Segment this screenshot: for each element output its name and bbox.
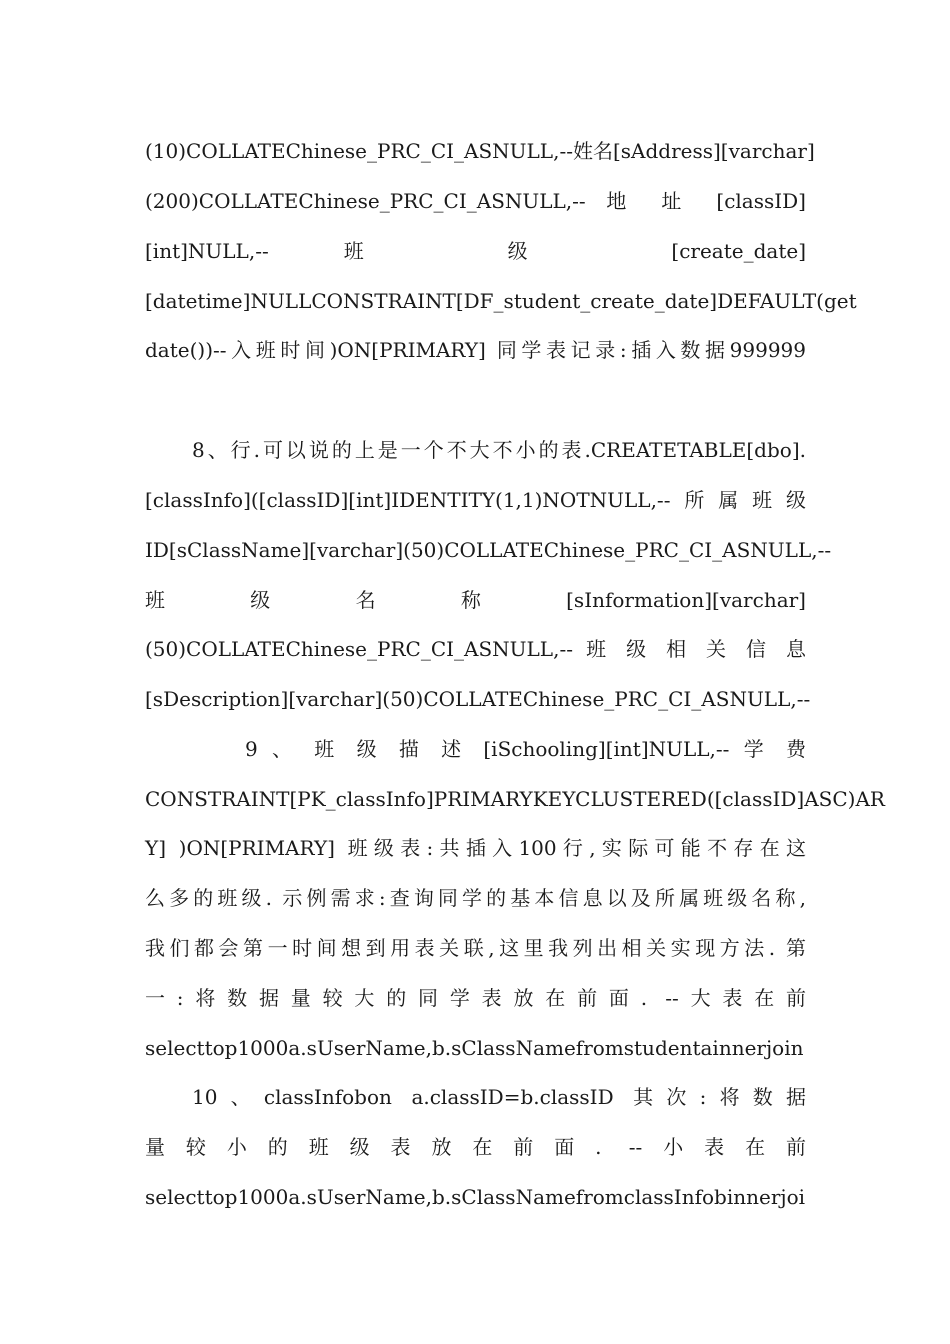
text-line-6: 8、行.可以说的上是一个不大不小的表.CREATETABLE[dbo]. (192, 438, 806, 462)
text-line-3: [int]NULL,-- 班 级 [create_date] (145, 239, 806, 263)
text-line-13: CONSTRAINT[PK_classInfo]PRIMARYKEYCLUSTERED([classID]ASC)AR (145, 787, 885, 811)
text-line-1: (10)COLLATEChinese_PRC_CI_ASNULL,--姓名[sAddress][varchar] (145, 139, 815, 163)
text-line-8: ID[sClassName][varchar](50)COLLATEChinese_PRC_CI_ASNULL,-- (145, 538, 832, 562)
text-line-5: date())--入班时间)ON[PRIMARY] 同学表记录:插入数据999999 (145, 338, 806, 362)
text-line-7: [classInfo]([classID][int]IDENTITY(1,1)NOTNULL,--所属班级 (145, 488, 806, 512)
text-line-14: Y] )ON[PRIMARY] 班级表:共插入100行,实际可能不存在这 (145, 836, 806, 860)
text-line-18: selecttop1000a.sUserName,b.sClassNamefromstudentainnerjoin (145, 1036, 804, 1060)
text-line-21: selecttop1000a.sUserName,b.sClassNamefromclassInfobinnerjoi (145, 1185, 806, 1209)
text-line-16: 我们都会第一时间想到用表关联,这里我列出相关实现方法. 第 (145, 936, 806, 960)
text-line-11: [sDescription][varchar](50)COLLATEChinese_PRC_CI_ASNULL,-- (145, 687, 811, 711)
text-line-9: 班 级 名 称 [sInformation][varchar] (145, 588, 806, 612)
text-line-12: 9 、 班 级 描 述 [iSchooling][int]NULL,-- 学 费 (245, 737, 806, 761)
text-line-19: 10、classInfobon a.classID=b.classID 其次:将数据 (192, 1085, 806, 1109)
text-line-2: (200)COLLATEChinese_PRC_CI_ASNULL,-- 地 址 [classID] (145, 189, 806, 213)
text-line-20: 量较小的班级表放在前面. --小表在前 (145, 1135, 806, 1159)
text-line-15: 么多的班级. 示例需求:查询同学的基本信息以及所属班级名称, (145, 886, 806, 910)
text-line-10: (50)COLLATEChinese_PRC_CI_ASNULL,-- 班 级 相 关 信 息 (145, 637, 806, 661)
text-line-4: [datetime]NULLCONSTRAINT[DF_student_create_date]DEFAULT(get (145, 289, 857, 313)
text-line-17: 一:将数据量较大的同学表放在前面. --大表在前 (145, 986, 806, 1010)
